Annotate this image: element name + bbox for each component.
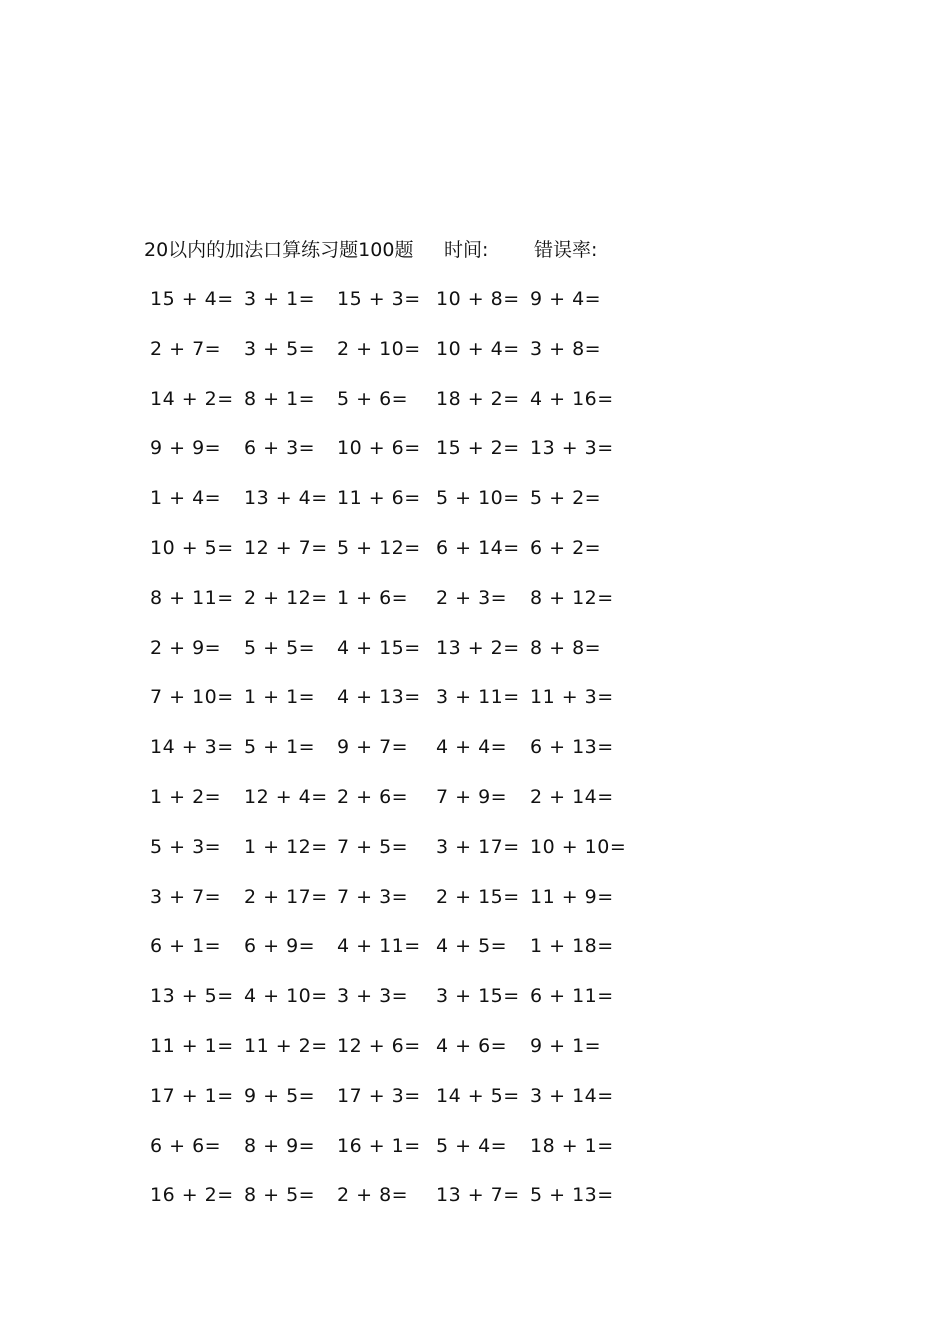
problem-item: 2 + 15= [436,885,520,908]
problem-item: 4 + 6= [436,1035,508,1057]
problem-item: 4 + 13= [337,686,421,709]
problem-item: 11 + 3= [530,686,614,709]
problem-item: 5 + 12= [337,537,421,559]
problem-item: 3 + 17= [436,835,520,858]
problem-item: 8 + 9= [244,1134,316,1157]
problem-item: 3 + 11= [436,686,520,709]
problem-item: 4 + 15= [337,636,421,659]
problem-item: 9 + 4= [530,288,602,310]
problem-item: 14 + 3= [150,736,234,759]
problem-item: 17 + 3= [337,1084,421,1107]
problem-item: 10 + 8= [436,288,520,310]
problem-item: 5 + 1= [244,736,316,759]
problem-row [0,334,950,364]
problem-row [0,931,950,961]
problem-item: 15 + 4= [150,288,234,310]
problem-item: 11 + 2= [244,1035,328,1057]
error-rate-label: 错误率: [534,239,598,261]
problem-item: 2 + 10= [337,337,421,360]
problem-row [0,981,950,1011]
problem-item: 8 + 8= [530,636,602,659]
problem-item: 7 + 9= [436,786,508,808]
problem-item: 16 + 2= [150,1184,234,1207]
problem-row [0,682,950,712]
problem-item: 8 + 12= [530,586,614,609]
problem-item: 1 + 1= [244,686,316,709]
problem-row [0,583,950,613]
problem-item: 1 + 18= [530,935,614,958]
problem-item: 7 + 10= [150,686,234,709]
problem-item: 10 + 10= [530,835,627,858]
problem-item: 18 + 1= [530,1134,614,1157]
problem-item: 6 + 6= [150,1134,222,1157]
problem-item: 7 + 3= [337,885,409,908]
problem-item: 5 + 4= [436,1134,508,1157]
problem-row [0,483,950,513]
problem-item: 16 + 1= [337,1134,421,1157]
problem-item: 2 + 7= [150,337,222,360]
problem-row [0,1180,950,1210]
problem-item: 4 + 5= [436,935,508,958]
problem-row [0,384,950,414]
problem-item: 2 + 17= [244,885,328,908]
problem-row [0,782,950,812]
problem-item: 5 + 2= [530,487,602,510]
problem-item: 13 + 5= [150,985,234,1008]
problem-row [0,832,950,862]
problem-item: 2 + 12= [244,586,328,609]
worksheet-title: 20以内的加法口算练习题100题 [144,239,414,261]
problem-item: 6 + 3= [244,437,316,460]
problem-item: 8 + 1= [244,387,316,410]
problem-item: 12 + 7= [244,537,328,559]
problem-item: 2 + 14= [530,786,614,808]
problem-item: 9 + 5= [244,1084,316,1107]
problem-row [0,533,950,563]
problem-item: 3 + 1= [244,288,316,310]
problem-item: 3 + 3= [337,985,409,1008]
problem-item: 10 + 5= [150,537,234,559]
problem-item: 7 + 5= [337,835,409,858]
problem-item: 6 + 14= [436,537,520,559]
problem-item: 5 + 10= [436,487,520,510]
problem-item: 15 + 2= [436,437,520,460]
problem-row [0,1031,950,1061]
problem-item: 12 + 6= [337,1035,421,1057]
problem-item: 13 + 2= [436,636,520,659]
problem-item: 15 + 3= [337,288,421,310]
problem-item: 6 + 13= [530,736,614,759]
problem-item: 12 + 4= [244,786,328,808]
problem-item: 2 + 6= [337,786,409,808]
problem-item: 3 + 15= [436,985,520,1008]
problem-item: 1 + 2= [150,786,222,808]
problem-item: 2 + 3= [436,586,508,609]
problem-item: 17 + 1= [150,1084,234,1107]
problem-row [0,882,950,912]
problem-row [0,1081,950,1111]
problem-item: 4 + 10= [244,985,328,1008]
problem-item: 11 + 9= [530,885,614,908]
problem-row [0,433,950,463]
problem-item: 5 + 3= [150,835,222,858]
problem-item: 8 + 11= [150,586,234,609]
problem-item: 6 + 11= [530,985,614,1008]
problem-item: 5 + 5= [244,636,316,659]
problem-item: 9 + 9= [150,437,222,460]
time-label: 时间: [444,239,489,261]
problem-item: 4 + 4= [436,736,508,759]
problem-item: 3 + 14= [530,1084,614,1107]
problem-item: 2 + 9= [150,636,222,659]
problem-row [0,284,950,314]
problem-item: 5 + 13= [530,1184,614,1207]
problem-item: 9 + 1= [530,1035,602,1057]
problem-item: 13 + 3= [530,437,614,460]
problem-item: 9 + 7= [337,736,409,759]
problem-item: 13 + 4= [244,487,328,510]
problem-item: 3 + 7= [150,885,222,908]
problem-item: 3 + 5= [244,337,316,360]
problem-item: 5 + 6= [337,387,409,410]
problem-row [0,633,950,663]
problem-item: 11 + 6= [337,487,421,510]
problem-row [0,1131,950,1161]
problem-item: 10 + 4= [436,337,520,360]
problem-item: 10 + 6= [337,437,421,460]
problem-item: 1 + 6= [337,586,409,609]
problem-item: 6 + 2= [530,537,602,559]
problem-item: 1 + 4= [150,487,222,510]
problem-item: 6 + 9= [244,935,316,958]
problem-item: 4 + 16= [530,387,614,410]
problem-row [0,732,950,762]
problem-item: 11 + 1= [150,1035,234,1057]
problem-item: 8 + 5= [244,1184,316,1207]
problem-item: 3 + 8= [530,337,602,360]
problem-item: 13 + 7= [436,1184,520,1207]
problem-item: 18 + 2= [436,387,520,410]
problem-item: 14 + 5= [436,1084,520,1107]
problem-item: 2 + 8= [337,1184,409,1207]
problem-item: 4 + 11= [337,935,421,958]
problem-item: 6 + 1= [150,935,222,958]
problem-item: 14 + 2= [150,387,234,410]
problem-item: 1 + 12= [244,835,328,858]
